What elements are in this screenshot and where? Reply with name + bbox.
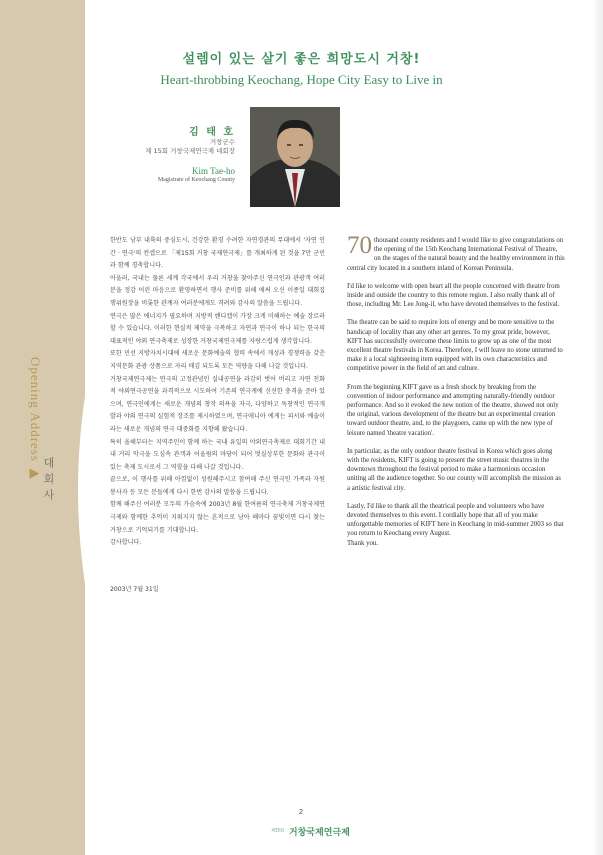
korean-paragraph: 함께 해주신 여러분 모두의 가슴속에 2003년 8월 한여름의 연극축제 거창국제연극제와 함께한 추억이 지워지지 않는 흔적으로 남아 해마다 꿈빛이면 다시 찾는 거창으로 기억되기를 기대합니다. [110,501,325,534]
english-paragraph: From the beginning KIFT gave us a fresh shock by breaking from the convention of indoor performance and attempting naturally-friendly outdoor performance. And so it evoked the new notion of the theatre, showed not only the original, various development of the theatre but an experimental creation toward outdoor theatre, and, to the playgoers, came up with the new type of leisure named 'theatre vacation'. [347,383,559,437]
page-edge-shadow [593,0,603,855]
korean-paragraph: 감사합니다. [110,539,142,547]
english-paragraph [347,232,565,273]
korean-paragraph: 특히 올해부터는 지역주민이 함께 하는 국내 유일의 야외연극축제로 대회기간 내내 거리 악극을 도심속 관객과 어울림의 마당이 되어 멋실상부한 문화와 관극이 있는 축제 도시로서 그 역할을 다해 나갈 것입니다. [110,438,325,471]
drop-cap: 70 [347,232,372,259]
author-block [140,123,235,183]
section-label-en: Opening Address ▶ [28,357,43,483]
korean-paragraph: 한반도 남부 내륙의 중심도시, 건강한 환경 수려한 자연경관의 무대에서 '자연 인간 · 연극'의 컨셉으로 「제15회 거창 국제연극제」를 개최하게 된 것을 7만 군민과 함께 경축합니다. [110,237,325,270]
english-paragraph: I'd like to welcome with open heart all the people concerned with theatre from inside and outside the country to this remote region. I also really thank all of those, including Mr. Lee Jong-il, who have devoted themselves to the festival. [347,282,560,309]
korean-date: 2003년 7월 31일 [110,586,159,593]
logo-text: 거창국제연극제 [288,828,350,838]
english-paragraph-text: thousand county residents and I would like to give congratulations on the opening of the 15th Keochang International Festival of Theatre, on the stages of the natural beauty and the healthy environment in this central city located in a southern inland of Korean Peninsula. [347,237,565,272]
author-role-ko-1: 거창군수 [209,138,235,146]
title-korean: 설렘이 있는 살기 좋은 희망도시 거창! [182,52,421,67]
author-role-en: Magistrate of Keochang County [157,177,235,183]
logo-prefix: 제15회 [271,827,284,833]
author-name-ko: 김 태 호 [189,127,235,138]
korean-body-text [110,235,325,550]
portrait-illustration [250,107,340,207]
english-paragraph: In particular, as the only outdoor theatre festival in Korea which goes along with the residents, KIFT is going to present the street music theatres in the downtown throughout the festival period to make a harmonious occasion uniting all the audience together. So our county will accomplish the mission as a artistic festival city. [347,447,561,492]
english-body-text [347,232,565,557]
author-name-en: Kim Tae-ho [192,166,235,176]
section-label-ko: 대회사 [42,457,55,505]
author-portrait-photo [250,107,340,207]
section-side-label [27,357,57,567]
korean-paragraph: 끝으로, 이 행사를 위해 아낌없이 성원해주시고 참여해 주신 연극인 가족과 자원봉사자 등 모든 분들에게 다시 한번 감사의 말씀을 드립니다. [110,476,325,496]
english-paragraph: Thank you. [347,539,378,547]
english-paragraph: The theatre can be said to require lots of energy and be more sensitive to the handicap of locality than any other art genres. To my great pride, however, KIFT has successfully overcome these limits to grow up as one of the most excellent theatre festivals in Korea. Therefore, I will leave no stone unturned to make it a local sightseeing item equipped with its own characteristics and competitive power in the field of art and culture. [347,319,563,373]
english-paragraph: Lastly, I'd like to thank all the theatrical people and volunteers who have devoted themselves to this event. I cordially hope that all of you make unforgettable memories of KIFT here in Keochang in mid-summer 2003 so that you return to Keochang every August. [347,502,564,538]
author-role-ko-2: 제 15회 거창국제연극제 대회장 [145,147,235,155]
festival-logo [271,820,361,839]
korean-paragraph: 또한 민선 지방자치시대에 새로운 문화예술의 협력 속에서 개성과 경쟁력을 갖춘 지역문화 관광 상품으로 자리 매김 되도록 모든 역량을 다해 나갈 것입니다. [110,350,325,370]
page-number: 2 [299,809,303,816]
korean-paragraph: 아울러, 국내는 물론 세계 각국에서 우리 거창을 찾아주신 연극인과 관광객 여러분을 정감 어린 마음으로 환영하면서 행사 준비를 위해 애써 오신 이종일 대회집행위원장을 비롯한 관계자 여러분에게도 격려와 감사의 말씀을 드립니다. [110,274,325,307]
korean-paragraph: 연극은 많은 에너지가 필요하며 지방적 핸디캡이 가장 크게 미해하는 예술 장르라 할 수 있습니다. 이러한 현실적 제약을 극복하고 자연과 연극이 하나 되는 한국의 대표적인 야외 연극축제로 성장한 거창국제연극제를 자랑스럽게 생각합니다. [110,312,325,345]
title-english: Heart-throbbing Keochang, Hope City Easy to Live in [160,72,443,87]
korean-paragraph: 거창국제연극제는 연극의 고정관념인 실내공연을 과감히 벗어 버리고 자연 친화적 야외연극공연을 과격적으로 시도하여 기존의 연극계에 신선한 충격을 준바 있으며, 연극인에게는 새로운 개념의 창작 의욕을 자극, 다양하고 독창적인 연극개발과 야외 연극의 실험적 장조를 제시하였으며, 연극애니아 에게는 피서와 예술이라는 새로운 개념의 연극 대중화를 지향해 왔습니다. [110,375,325,433]
